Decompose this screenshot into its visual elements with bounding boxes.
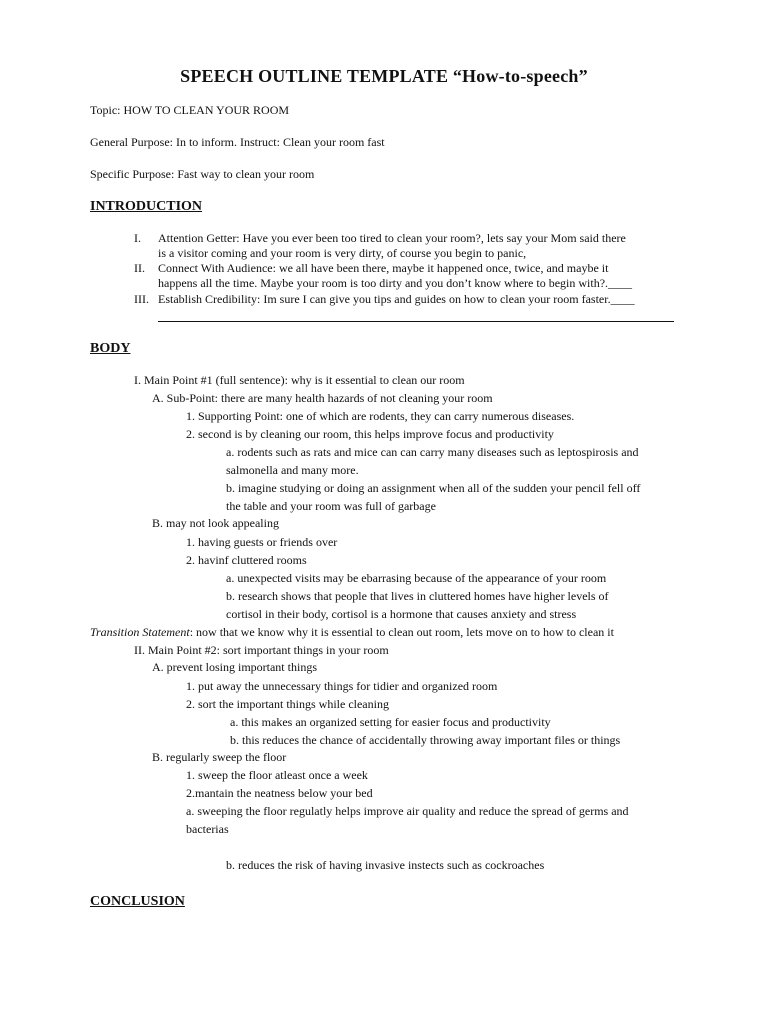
body-b-detail-b-line-1: b. research shows that people that lives in cluttered homes have higher levels of <box>226 589 609 603</box>
body-b-detail-b-line-2: cortisol in their body, cortisol is a hormone that causes anxiety and stress <box>226 607 577 621</box>
topic-line: Topic: HOW TO CLEAN YOUR ROOM <box>90 103 290 117</box>
body-main-point-1: I. Main Point #1 (full sentence): why is it essential to clean our room <box>134 373 465 387</box>
body-sub-point-1a: A. Sub-Point: there are many health hazards of not cleaning your room <box>152 391 493 405</box>
intro-item-2-line-1: Connect With Audience: we all have been there, maybe it happened once, twice, and maybe it <box>158 261 609 275</box>
intro-item-2-line-2: happens all the time. Maybe your room is too dirty and you don’t know where to begin with?.____ <box>158 276 633 290</box>
transition-text: : now that we know why it is essential to clean out room, lets move on to how to clean it <box>189 625 614 639</box>
intro-numeral-1: I. <box>134 231 141 245</box>
body-detail-b-line-2: the table and your room was full of garbage <box>226 499 436 513</box>
body-b-supporting-2: 2. havinf cluttered rooms <box>186 553 307 567</box>
body-supporting-point-1: 1. Supporting Point: one of which are rodents, they can carry numerous diseases. <box>186 409 575 423</box>
body-2a-detail-a: a. this makes an organized setting for easier focus and productivity <box>230 715 551 729</box>
body-heading: BODY <box>90 341 131 356</box>
body-2a-supporting-2: 2. sort the important things while cleaning <box>186 697 389 711</box>
body-2b-detail-a-line-2: bacterias <box>186 822 229 836</box>
body-supporting-point-2: 2. second is by cleaning our room, this helps improve focus and productivity <box>186 427 554 441</box>
body-sub-point-1b: B. may not look appealing <box>152 516 279 530</box>
body-2a-detail-b: b. this reduces the chance of accidentally throwing away important files or things <box>230 733 621 747</box>
intro-item-1-line-2: is a visitor coming and your room is very dirty, of course you begin to panic, <box>158 246 527 260</box>
body-2b-detail-a-line-1: a. sweeping the floor regulatly helps improve air quality and reduce the spread of germs and <box>186 804 629 818</box>
transition-label: Transition Statement <box>90 625 190 639</box>
body-2b-supporting-2: 2.mantain the neatness below your bed <box>186 786 373 800</box>
general-purpose-line: General Purpose: In to inform. Instruct: Clean your room fast <box>90 135 385 149</box>
intro-item-1-line-1: Attention Getter: Have you ever been too tired to clean your room?, lets say your Mom said there <box>158 231 626 245</box>
introduction-heading: INTRODUCTION <box>90 199 203 214</box>
blank-rule-line <box>158 321 674 322</box>
transition-statement <box>90 623 614 641</box>
document-title: SPEECH OUTLINE TEMPLATE “How-to-speech” <box>180 66 588 86</box>
body-sub-point-2b: B. regularly sweep the floor <box>152 750 287 764</box>
body-detail-a-line-2: salmonella and many more. <box>226 463 359 477</box>
body-detail-b-line-1: b. imagine studying or doing an assignment when all of the sudden your pencil fell off <box>226 481 641 495</box>
body-main-point-2: II. Main Point #2: sort important things in your room <box>134 643 389 657</box>
intro-numeral-2: II. <box>134 261 145 275</box>
specific-purpose-line: Specific Purpose: Fast way to clean your room <box>90 167 315 181</box>
body-2b-supporting-1: 1. sweep the floor atleast once a week <box>186 768 368 782</box>
body-b-supporting-1: 1. having guests or friends over <box>186 535 338 549</box>
body-detail-a-line-1: a. rodents such as rats and mice can can carry many diseases such as leptospirosis and <box>226 445 639 459</box>
body-sub-point-2a: A. prevent losing important things <box>152 660 317 674</box>
conclusion-heading: CONCLUSION <box>90 894 185 909</box>
body-b-detail-a: a. unexpected visits may be ebarrasing because of the appearance of your room <box>226 571 607 585</box>
body-2a-supporting-1: 1. put away the unnecessary things for tidier and organized room <box>186 679 498 693</box>
intro-numeral-3: III. <box>134 292 149 306</box>
intro-item-3-line-1: Establish Credibility: Im sure I can give you tips and guides on how to clean your room faster.____ <box>158 292 635 306</box>
body-2b-detail-b: b. reduces the risk of having invasive instects such as cockroaches <box>226 858 545 872</box>
